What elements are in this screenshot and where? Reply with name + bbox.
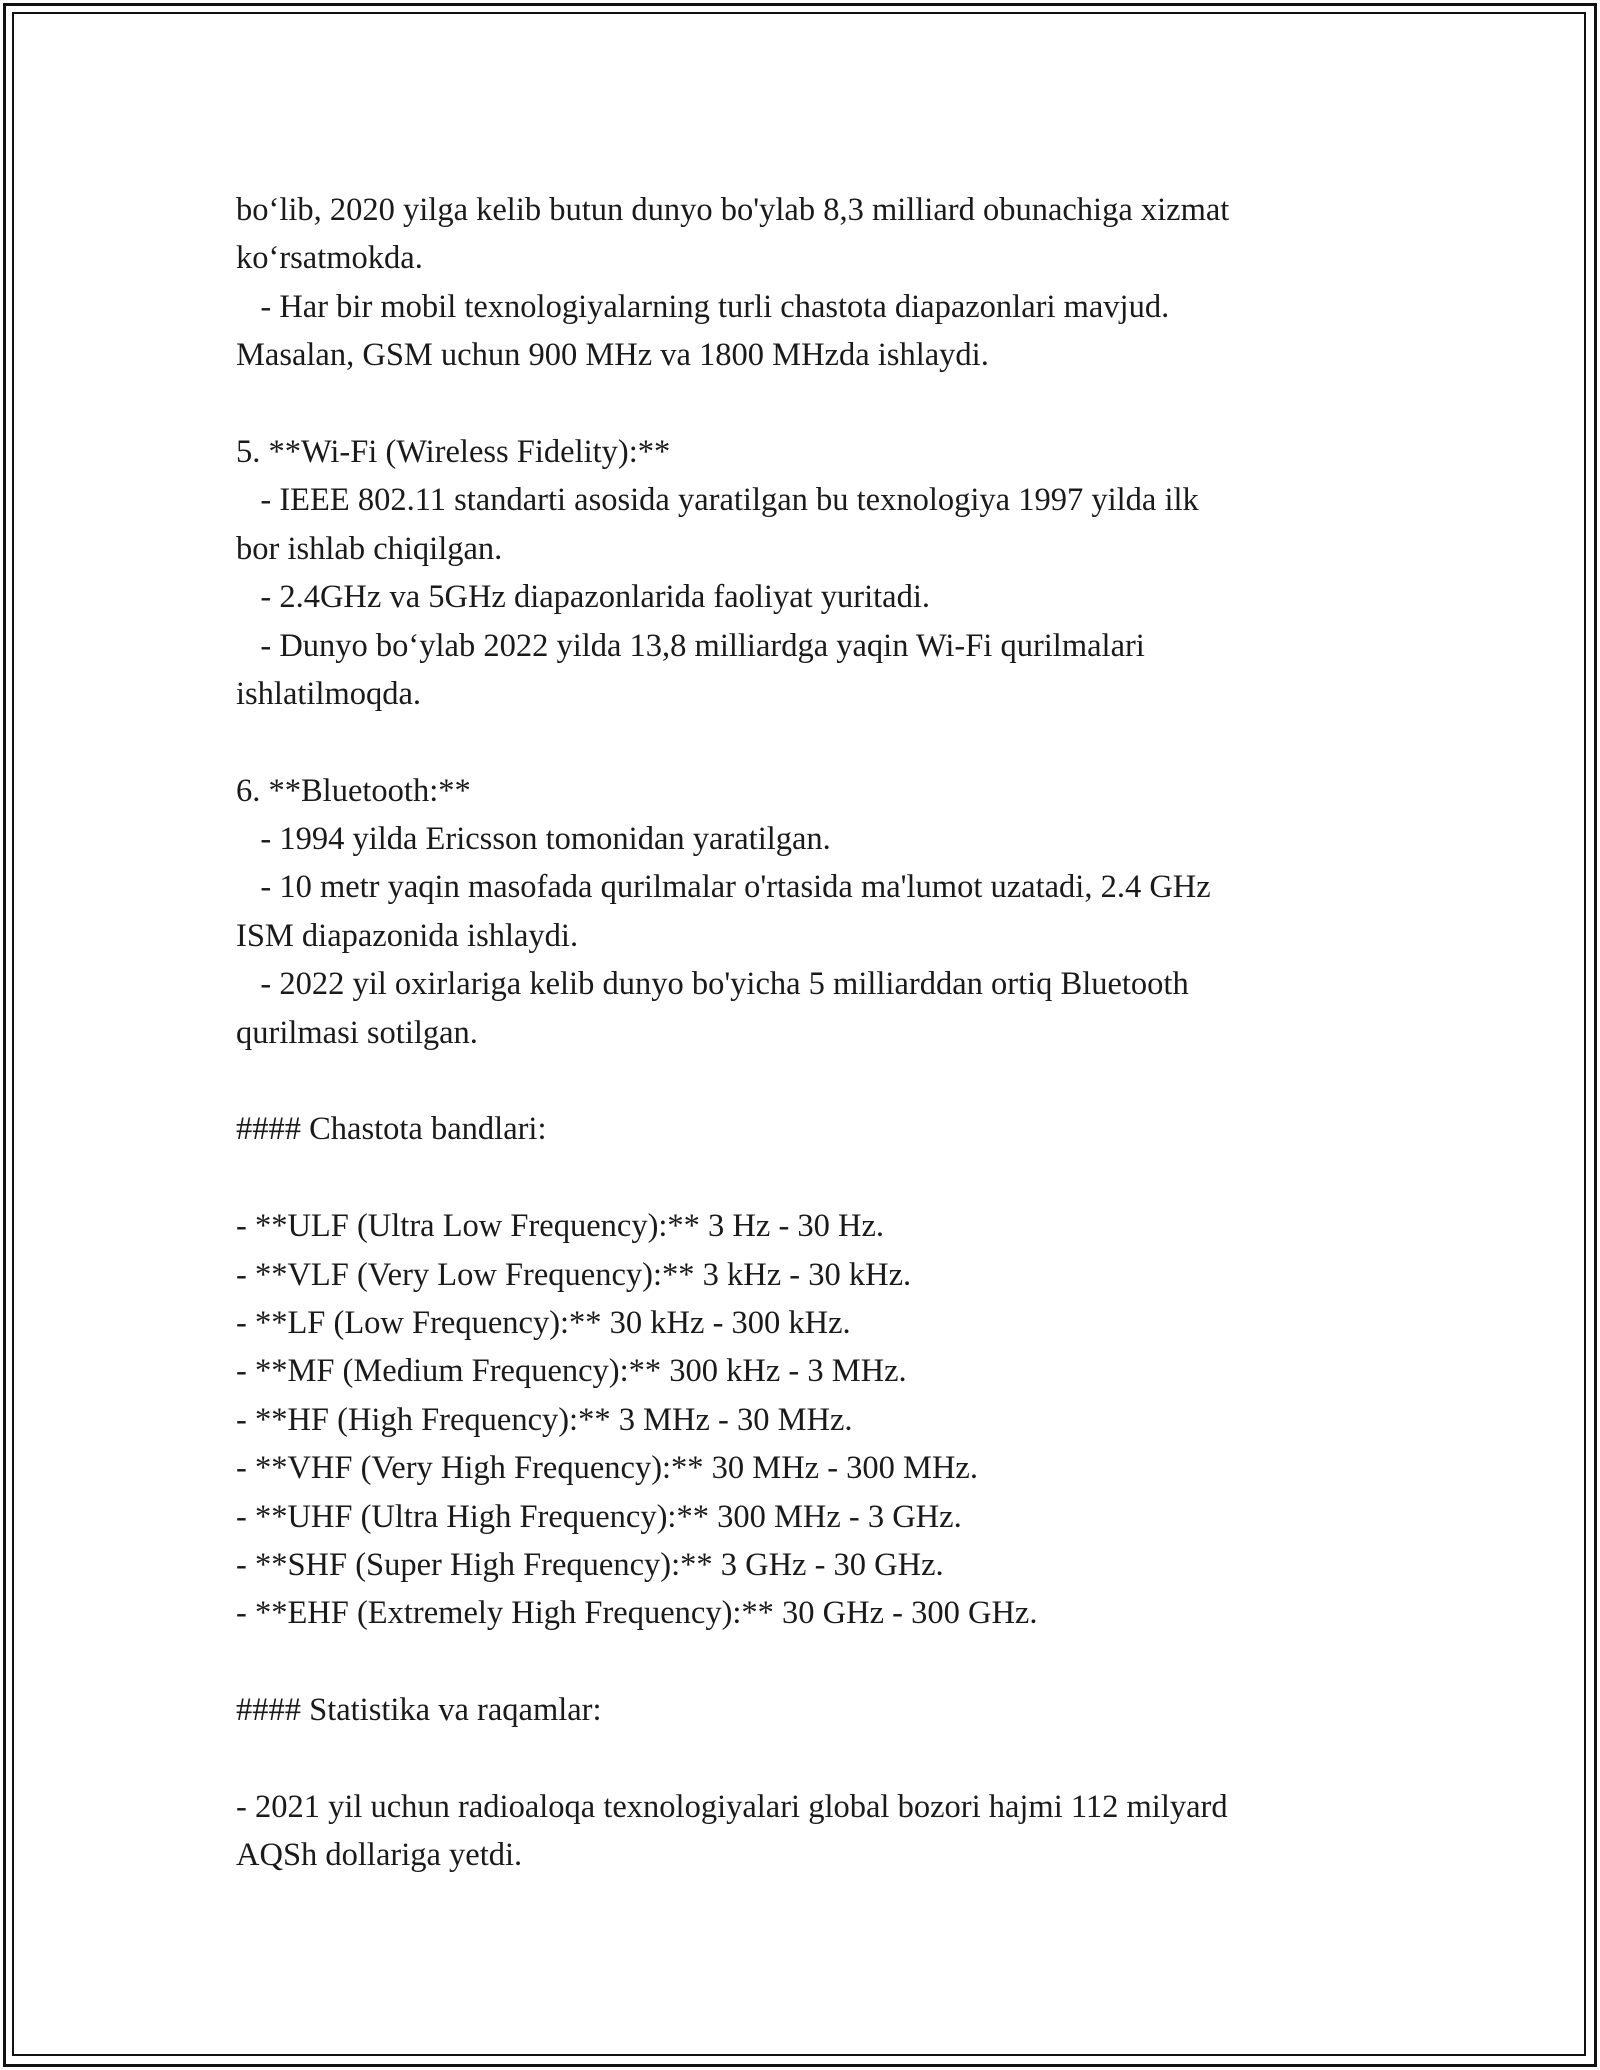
section-heading-bluetooth: 6. **Bluetooth:** <box>236 772 471 809</box>
text-line: AQSh dollariga yetdi. <box>236 1837 523 1874</box>
list-item: - **ULF (Ultra Low Frequency):** 3 Hz - 30 Hz. <box>236 1208 885 1245</box>
text-line: - Dunyo bo‘ylab 2022 yilda 13,8 milliardga yaqin Wi-Fi qurilmalari <box>236 627 1145 664</box>
text-line: - IEEE 802.11 standarti asosida yaratilgan bu texnologiya 1997 yilda ilk <box>236 482 1199 519</box>
list-item: - **LF (Low Frequency):** 30 kHz - 300 kHz. <box>236 1304 851 1341</box>
text-line: - 1994 yilda Ericsson tomonidan yaratilgan. <box>236 821 831 858</box>
blank-line <box>236 1735 1376 1783</box>
document-body <box>236 186 1376 1880</box>
blank-line <box>236 718 1376 766</box>
list-item: - **VLF (Very Low Frequency):** 3 kHz - 30 kHz. <box>236 1256 912 1293</box>
section-heading-wifi: 5. **Wi-Fi (Wireless Fidelity):** <box>236 433 671 470</box>
text-line: - 2022 yil oxirlariga kelib dunyo bo'yicha 5 milliarddan ortiq Bluetooth <box>236 966 1189 1003</box>
text-line: ishlatilmoqda. <box>236 675 422 712</box>
blank-line <box>236 1057 1376 1105</box>
text-line: qurilmasi sotilgan. <box>236 1014 478 1051</box>
text-line: bor ishlab chiqilgan. <box>236 530 503 567</box>
list-item: - **UHF (Ultra High Frequency):** 300 MHz - 3 GHz. <box>236 1498 962 1535</box>
list-item: - **SHF (Super High Frequency):** 3 GHz - 30 GHz. <box>236 1546 944 1583</box>
text-line: Masalan, GSM uchun 900 MHz va 1800 MHzda ishlaydi. <box>236 337 989 374</box>
list-item: - **EHF (Extremely High Frequency):** 30 GHz - 300 GHz. <box>236 1595 1038 1632</box>
blank-line <box>236 380 1376 428</box>
list-item: - **VHF (Very High Frequency):** 30 MHz - 300 MHz. <box>236 1450 978 1487</box>
blank-line <box>236 1638 1376 1686</box>
list-item: - **MF (Medium Frequency):** 300 kHz - 3 MHz. <box>236 1353 907 1390</box>
heading-frequency-bands: #### Chastota bandlari: <box>236 1111 547 1148</box>
text-line: ISM diapazonida ishlaydi. <box>236 917 579 954</box>
text-line: ko‘rsatmokda. <box>236 240 423 277</box>
list-item: - 2021 yil uchun radioaloqa texnologiyalari global bozori hajmi 112 milyard <box>236 1788 1228 1825</box>
text-line: bo‘lib, 2020 yilga kelib butun dunyo bo'ylab 8,3 milliard obunachiga xizmat <box>236 192 1230 228</box>
heading-statistics: #### Statistika va raqamlar: <box>236 1692 602 1729</box>
text-line: - Har bir mobil texnologiyalarning turli chastota diapazonlari mavjud. <box>236 288 1170 325</box>
blank-line <box>236 1154 1376 1202</box>
text-line: - 10 metr yaqin masofada qurilmalar o'rtasida ma'lumot uzatadi, 2.4 GHz <box>236 869 1211 906</box>
list-item: - **HF (High Frequency):** 3 MHz - 30 MHz. <box>236 1401 853 1438</box>
text-line: - 2.4GHz va 5GHz diapazonlarida faoliyat yuritadi. <box>236 579 930 616</box>
